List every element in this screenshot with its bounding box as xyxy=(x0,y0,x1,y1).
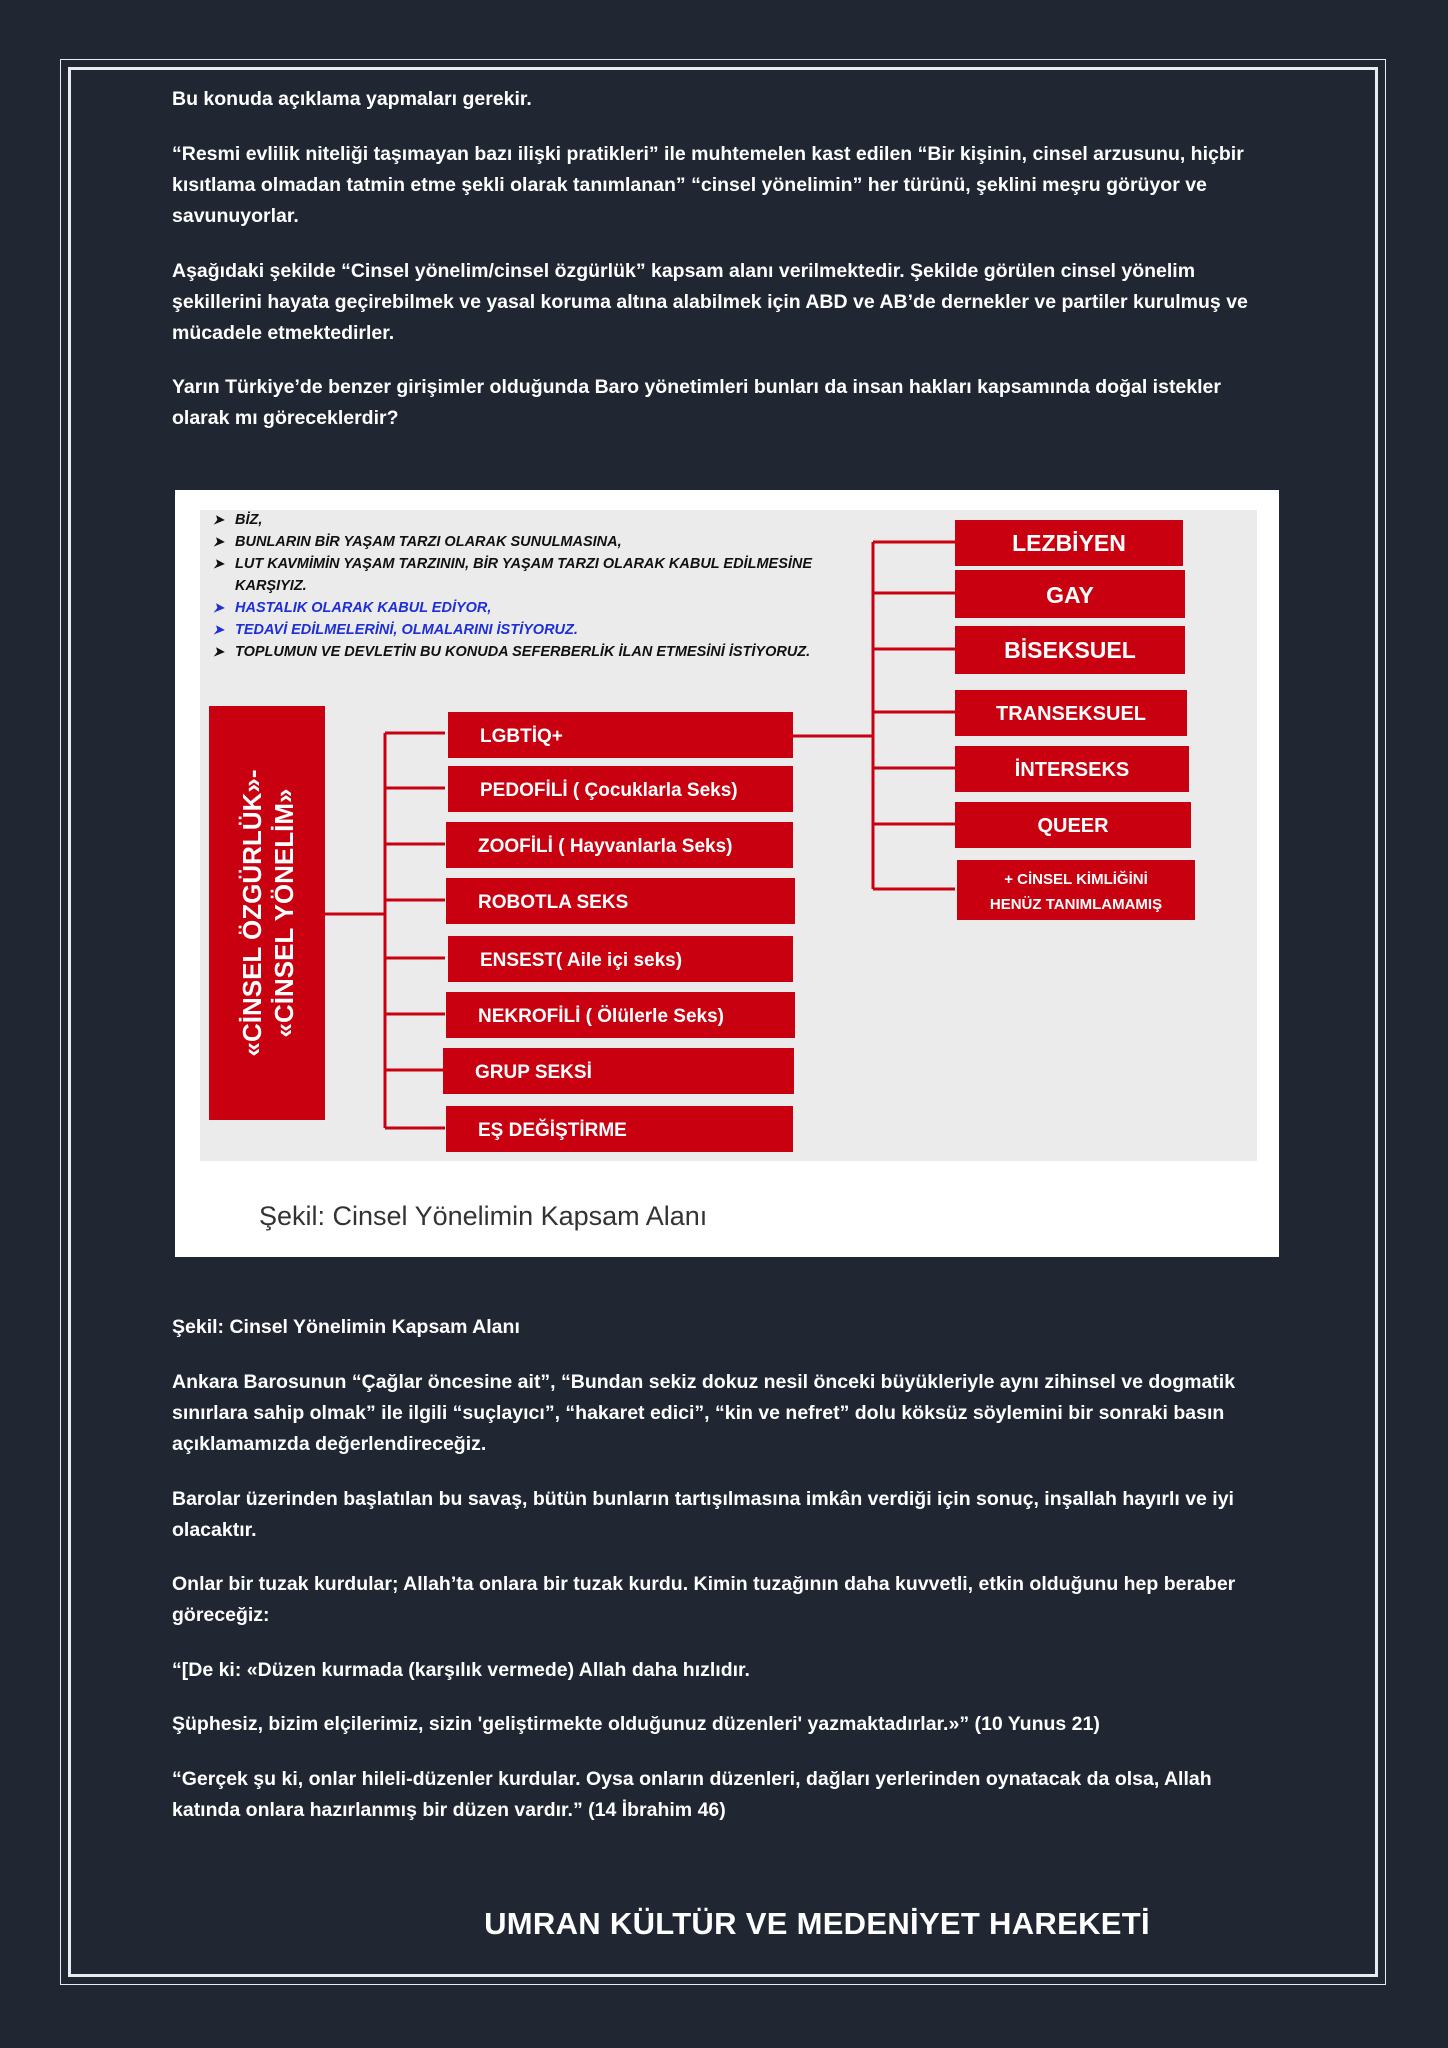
box-label: EŞ DEĞİŞTİRME xyxy=(478,1120,627,1141)
diagram-svg xyxy=(175,490,1279,1257)
box-label: ENSEST( Aile içi seks) xyxy=(480,950,683,971)
box-label: LEZBİYEN xyxy=(1012,530,1126,556)
bullet-text: LUT KAVMİMİN YAŞAM TARZININ, BİR YAŞAM TARZI OLARAK KABUL EDİLMESİNE xyxy=(235,556,813,572)
paragraph-barolar: Barolar üzerinden başlatılan bu savaş, bütün bunların tartışılmasına imkân verdiği için sonuç, inşallah hayırlı ve iyi olacaktır. xyxy=(172,1488,1234,1541)
bullet-text: HASTALIK OLARAK KABUL EDİYOR, xyxy=(235,600,492,616)
figure-caption: Şekil: Cinsel Yönelimin Kapsam Alanı xyxy=(259,1201,708,1231)
bullet-arrow-icon: ➤ xyxy=(213,622,224,637)
paragraph-figure-title: Şekil: Cinsel Yönelimin Kapsam Alanı xyxy=(172,1316,520,1338)
paragraph-tuzak: Onlar bir tuzak kurdular; Allah’ta onlara bir tuzak kurdu. Kimin tuzağının daha kuvvetli, etkin olduğunu hep beraber göreceğiz: xyxy=(172,1573,1236,1626)
footer-organization-title: UMRAN KÜLTÜR VE MEDENİYET HAREKETİ xyxy=(484,1906,1150,1941)
paragraph-question: Yarın Türkiye’de benzer girişimler olduğunda Baro yönetimleri bunları da insan hakları kapsamında doğal istekler olarak mı göreceklerdir? xyxy=(172,376,1221,429)
box-label-line1: + CİNSEL KİMLİĞİNİ xyxy=(1004,871,1148,888)
figure-scope-diagram xyxy=(175,490,1279,1257)
box-label: LGBTİQ+ xyxy=(480,726,563,747)
box-label: BİSEKSUEL xyxy=(1004,637,1136,663)
paragraph-scope: Aşağıdaki şekilde “Cinsel yönelim/cinsel özgürlük” kapsam alanı verilmektedir. Şekilde görülen cinsel yönelim şekillerini hayata geçirebilmek ve yasal koruma altına alabilmek için ABD ve AB’de dernekler ve partiler kurulmuş ve mücadele etmektedirler. xyxy=(172,260,1248,344)
paragraph-ankara-barosu: Ankara Barosunun “Çağlar öncesine ait”, “Bundan sekiz dokuz nesil önceki büyükleriyle aynı zihinsel ve dogmatik sınırlara sahip olmak” ile ilgili “suçlayıcı”, “hakaret edici”, “kin ve nefret” dolu köksüz söylemini bir sonraki basın açıklamamızda değerlendireceğiz. xyxy=(172,1371,1236,1455)
vertical-label-ozgurluk: «CİNSEL ÖZGÜRLÜK»- xyxy=(237,769,267,1057)
paragraph-quote-1: “[De ki: «Düzen kurmada (karşılık vermede) Allah daha hızlıdır. xyxy=(172,1659,750,1681)
paragraph-definition: “Resmi evlilik niteliği taşımayan bazı ilişki pratikleri” ile muhtemelen kast edilen “Bir kişinin, cinsel arzusunu, hiçbir kısıtlama olmadan tatmin etme şekli olarak tanımlanan” “cinsel yönelimin” her türünü, şeklini meşru görüyor ve savunuyorlar. xyxy=(172,143,1244,227)
bullet-text: KARŞIYIZ. xyxy=(235,578,307,594)
box-label: PEDOFİLİ ( Çocuklarla Seks) xyxy=(480,780,738,801)
box-label: GAY xyxy=(1046,582,1094,608)
box-label: NEKROFİLİ ( Ölülerle Seks) xyxy=(478,1006,724,1027)
bullet-arrow-icon: ➤ xyxy=(213,644,224,659)
box-label-line2: HENÜZ TANIMLAMAMIŞ xyxy=(989,896,1163,913)
vertical-label-yonelim: «CİNSEL YÖNELİM» xyxy=(269,788,299,1038)
bullet-arrow-icon: ➤ xyxy=(213,534,224,549)
bullet-arrow-icon: ➤ xyxy=(213,512,224,527)
bullet-text: TEDAVİ EDİLMELERİNİ, OLMALARINI İSTİYORUZ. xyxy=(235,622,578,638)
paragraph-intro: Bu konuda açıklama yapmaları gerekir. xyxy=(172,88,532,110)
paragraph-quote-3: “Gerçek şu ki, onlar hileli-düzenler kurdular. Oysa onların düzenleri, dağları yerlerinden oynatacak da olsa, Allah katında onlara hazırlanmış bir düzen vardır.” (14 İbrahim 46) xyxy=(172,1768,1212,1821)
box-label: TRANSEKSUEL xyxy=(995,703,1147,725)
cinsel-ozgurluk-box xyxy=(209,706,325,1120)
bullet-arrow-icon: ➤ xyxy=(213,600,224,615)
bullet-text: BİZ, xyxy=(235,512,263,528)
paragraph-quote-2: Şüphesiz, bizim elçilerimiz, sizin 'geliştirmekte olduğunuz düzenleri' yazmaktadırlar.»” (10 Yunus 21) xyxy=(172,1713,1100,1735)
bullet-arrow-icon: ➤ xyxy=(213,556,224,571)
box-label: İNTERSEKS xyxy=(1014,759,1130,781)
box-label: ROBOTLA SEKS xyxy=(478,892,629,913)
bullet-text: BUNLARIN BİR YAŞAM TARZI OLARAK SUNULMASINA, xyxy=(235,534,622,550)
bullet-text: TOPLUMUN VE DEVLETİN BU KONUDA SEFERBERLİK İLAN ETMESİNİ İSTİYORUZ. xyxy=(235,644,811,660)
box-label: GRUP SEKSİ xyxy=(475,1062,592,1083)
box-label: QUEER xyxy=(1037,815,1109,837)
box-label: ZOOFİLİ ( Hayvanlarla Seks) xyxy=(478,836,733,857)
